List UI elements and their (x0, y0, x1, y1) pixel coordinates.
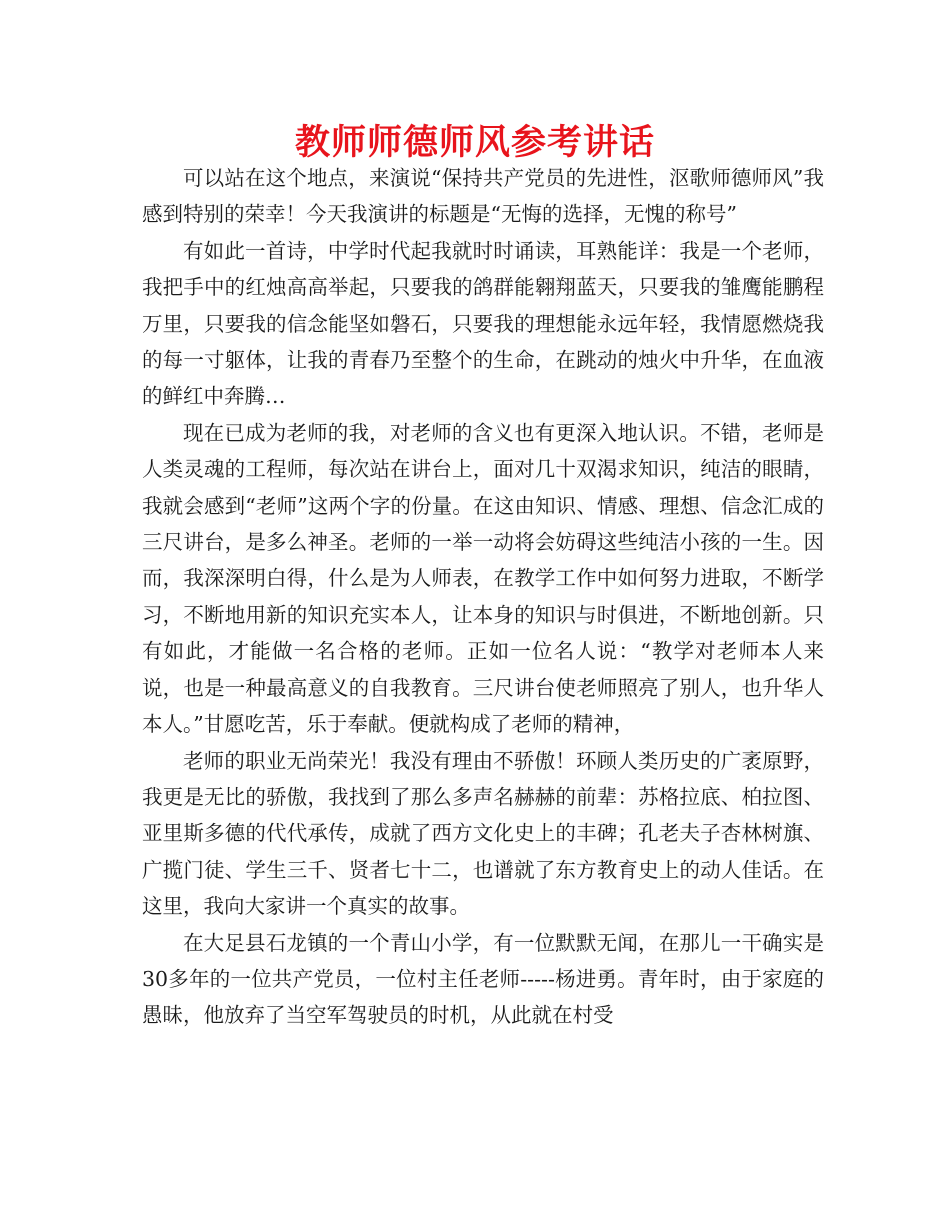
document-title: 教师师德师风参考讲话 (294, 123, 655, 163)
paragraph-4: 老师的职业无尚荣光！我没有理由不骄傲！环顾人类历史的广袤原野，我更是无比的骄傲，我找到了那么多声名赫赫的前辈：苏格拉底、柏拉图、亚里斯多德的代代承传，成就了西方文化史上的丰碑；孔老夫子杏林树旗、广揽门徒、学生三千、贤者七十二，也谱就了东方教育史上的动人佳话。在这里，我向大家讲一个真实的故事。 (142, 748, 824, 919)
document-body (142, 160, 824, 1034)
paragraph-5: 在大足县石龙镇的一个青山小学，有一位默默无闻，在那儿一干确实是30多年的一位共产党员，一位村主任老师-----杨进勇。青年时，由于家庭的愚昧，他放弃了当空军驾驶员的时机，从此就在村受 (142, 930, 824, 1028)
paragraph-1: 可以站在这个地点，来演说“保持共产党员的先进性，沤歌师德师风”我感到特别的荣幸！今天我演讲的标题是“无悔的选择，无愧的称号” (142, 166, 824, 227)
paragraph-2: 有如此一首诗，中学时代起我就时时诵读，耳熟能详：我是一个老师，我把手中的红烛高高举起，只要我的鸽群能翱翔蓝天，只要我的雏鹰能鹏程万里，只要我的信念能坚如磐石，只要我的理想能永远年轻，我情愿燃烧我的每一寸躯体，让我的青春乃至整个的生命，在跳动的烛火中升华，在血液的鲜红中奔腾… (142, 238, 824, 409)
paragraph-3: 现在已成为老师的我，对老师的含义也有更深入地认识。不错，老师是人类灵魂的工程师，每次站在讲台上，面对几十双渴求知识，纯洁的眼睛，我就会感到“老师”这两个字的份量。在这由知识、情感、理想、信念汇成的三尺讲台，是多么神圣。老师的一举一动将会妨碍这些纯洁小孩的一生。因而，我深深明白得，什么是为人师表，在教学工作中如何努力进取，不断学习，不断地用新的知识充实本人，让本身的知识与时俱进，不断地创新。只有如此，才能做一名合格的老师。正如一位名人说：“教学对老师本人来说，也是一种最高意义的自我教育。三尺讲台使老师照亮了别人，也升华人本人。”甘愿吃苦，乐于奉献。便就构成了老师的精神， (142, 420, 824, 737)
